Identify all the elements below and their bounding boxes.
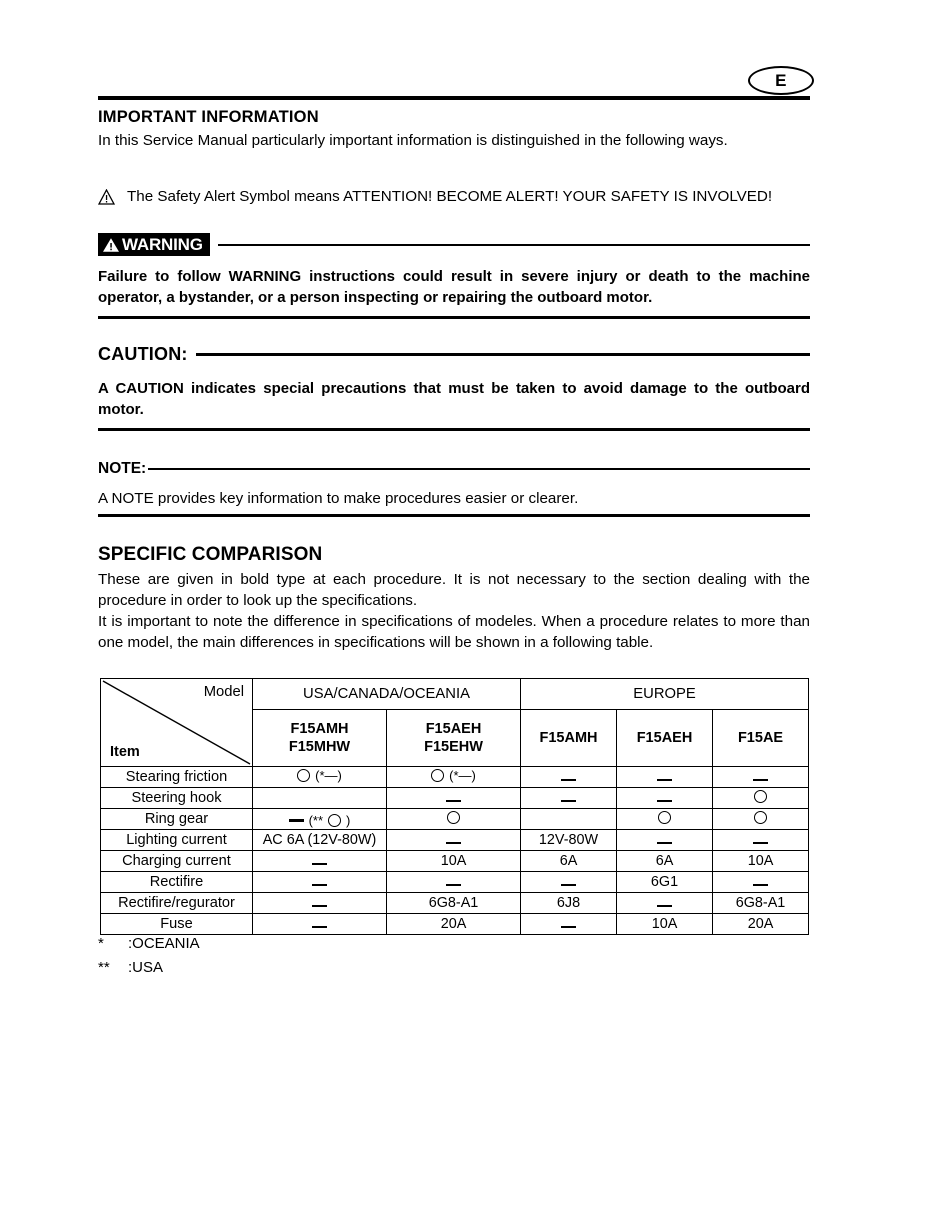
cell-note: ) (346, 813, 351, 829)
specific-comparison-title: SPECIFIC COMPARISON (98, 544, 323, 565)
table-region-header-usa: USA/CANADA/OCEANIA (253, 679, 521, 710)
table-row (101, 851, 809, 872)
table-cell (387, 767, 521, 788)
specific-comparison-paragraph-1: These are given in bold type at each procedure. It is not necessary to the section dealing with the procedure in order to look up the specifications. (98, 571, 810, 609)
note-body-wrap (98, 488, 810, 509)
dash-icon (446, 800, 461, 802)
dash-icon (446, 842, 461, 844)
warning-badge-label: WARNING (122, 234, 203, 254)
table-cell (387, 788, 521, 809)
table-cell (617, 809, 713, 830)
table-row-label: Rectifire/regurator (101, 893, 253, 914)
note-rule (148, 468, 810, 471)
table-row (101, 893, 809, 914)
table-cell: 10A (617, 914, 713, 935)
dash-icon (657, 779, 672, 781)
table-cell (617, 830, 713, 851)
table-cell (253, 914, 387, 935)
table-cell (387, 872, 521, 893)
table-cell: 10A (713, 851, 809, 872)
table-cell (387, 830, 521, 851)
specification-comparison-table (100, 678, 809, 935)
table-cell (521, 809, 617, 830)
table-cell: 6G1 (617, 872, 713, 893)
circle-icon (447, 811, 460, 824)
table-row-label: Steering hook (101, 788, 253, 809)
table-row-label: Rectifire (101, 872, 253, 893)
table-cell (617, 767, 713, 788)
language-badge: E (748, 66, 814, 95)
circle-icon (328, 814, 341, 827)
dash-icon (312, 926, 327, 928)
important-information-title: IMPORTANT INFORMATION (98, 108, 319, 126)
table-cell (713, 830, 809, 851)
table-cell: 10A (387, 851, 521, 872)
safety-alert-text: The Safety Alert Symbol means ATTENTION! BECOME ALERT! YOUR SAFETY IS INVOLVED! (127, 188, 773, 205)
dash-icon (561, 800, 576, 802)
table-cell: 6A (521, 851, 617, 872)
dash-icon (289, 819, 304, 821)
dash-icon (753, 884, 768, 886)
table-corner-cell (101, 679, 253, 767)
table-cell (253, 851, 387, 872)
table-row-label: Charging current (101, 851, 253, 872)
table-model-header-2: F15AMH (521, 710, 617, 767)
table-cell (713, 767, 809, 788)
warning-badge (98, 233, 210, 256)
table-cell (253, 767, 387, 788)
cell-note: (*—) (315, 768, 342, 783)
table-cell: 12V-80W (521, 830, 617, 851)
table-model-header-4: F15AE (713, 710, 809, 767)
table-cell (521, 872, 617, 893)
table-cell: 20A (713, 914, 809, 935)
warning-body-wrap (98, 266, 810, 308)
header-rule (98, 96, 810, 100)
table-row (101, 830, 809, 851)
dash-icon (753, 842, 768, 844)
table-cell (713, 872, 809, 893)
table-corner-model-label: Model (203, 684, 244, 700)
footnote-mark: ** (98, 959, 110, 976)
circle-icon (754, 790, 767, 803)
table-row-label: Ring gear (101, 809, 253, 830)
safety-alert-triangle-icon (98, 189, 115, 205)
table-corner-item-label: Item (110, 744, 140, 760)
warning-body: Failure to follow WARNING instructions could result in severe injury or death to the machine operator, a bystander, or a person inspecting or repairing the outboard motor. (98, 268, 810, 306)
table-cell (617, 788, 713, 809)
table-cell (253, 893, 387, 914)
circle-icon (297, 769, 310, 782)
table-row (101, 914, 809, 935)
table-cell (253, 809, 387, 830)
table-row-label: Lighting current (101, 830, 253, 851)
caution-rule (196, 353, 810, 356)
table-cell: 6G8-A1 (387, 893, 521, 914)
table-region-header-europe: EUROPE (521, 679, 809, 710)
note-header-row (98, 460, 810, 478)
table-region-header-row (101, 679, 809, 710)
table-row (101, 872, 809, 893)
footnote-row (98, 956, 200, 980)
footnote-mark: * (98, 935, 104, 952)
safety-alert-row (98, 186, 810, 207)
note-bottom-rule (98, 514, 810, 517)
caution-body-wrap (98, 378, 810, 420)
table-cell: 6G8-A1 (713, 893, 809, 914)
important-information-section (98, 108, 810, 151)
table-row (101, 809, 809, 830)
table-cell (617, 893, 713, 914)
table-row-label: Fuse (101, 914, 253, 935)
table-row (101, 767, 809, 788)
dash-icon (657, 842, 672, 844)
dash-icon (446, 884, 461, 886)
caution-bottom-rule (98, 428, 810, 431)
cell-note: (*—) (449, 768, 476, 783)
table-cell (521, 767, 617, 788)
table-row-label: Stearing friction (101, 767, 253, 788)
footnote-text: :USA (128, 959, 164, 976)
note-body: A NOTE provides key information to make procedures easier or clearer. (98, 490, 579, 507)
warning-triangle-icon (102, 237, 120, 253)
table-head (101, 679, 809, 767)
important-information-intro: In this Service Manual particularly important information is distinguished in the following ways. (98, 132, 728, 149)
caution-header-row (98, 344, 810, 365)
dash-icon (753, 779, 768, 781)
table-cell (713, 788, 809, 809)
caution-body: A CAUTION indicates special precautions that must be taken to avoid damage to the outboard motor. (98, 380, 810, 418)
dash-icon (657, 800, 672, 802)
table-model-header-0: F15AMH F15MHW (253, 710, 387, 767)
table-cell: 6J8 (521, 893, 617, 914)
table-cell (253, 788, 387, 809)
table-cell (387, 809, 521, 830)
dash-icon (561, 884, 576, 886)
specific-comparison-section (98, 544, 810, 653)
table-row (101, 788, 809, 809)
note-label: NOTE: (98, 460, 147, 477)
footnote-row (98, 932, 200, 956)
warning-rule (218, 244, 810, 246)
table-cell: 20A (387, 914, 521, 935)
circle-icon (658, 811, 671, 824)
caution-label: CAUTION: (98, 344, 188, 364)
dash-icon (561, 926, 576, 928)
table-model-header-1: F15AEH F15EHW (387, 710, 521, 767)
table-cell (253, 872, 387, 893)
table-cell: 6A (617, 851, 713, 872)
table-body (101, 767, 809, 935)
dash-icon (312, 884, 327, 886)
circle-icon (754, 811, 767, 824)
circle-icon (431, 769, 444, 782)
warning-header-row (98, 233, 810, 256)
specific-comparison-paragraph-2: It is important to note the difference in specifications of modeles. When a procedure relates to more than one model, the main differences in specifications will be shown in a following table. (98, 613, 810, 651)
table-footnotes (98, 932, 200, 980)
warning-bottom-rule (98, 316, 810, 319)
table-model-header-3: F15AEH (617, 710, 713, 767)
table-cell (521, 914, 617, 935)
dash-icon (312, 905, 327, 907)
dash-icon (312, 863, 327, 865)
cell-note: (** (308, 813, 324, 829)
table-cell (521, 788, 617, 809)
footnote-text: :OCEANIA (128, 935, 200, 952)
dash-icon (561, 779, 576, 781)
table-cell: AC 6A (12V-80W) (253, 830, 387, 851)
dash-icon (657, 905, 672, 907)
table-cell (713, 809, 809, 830)
